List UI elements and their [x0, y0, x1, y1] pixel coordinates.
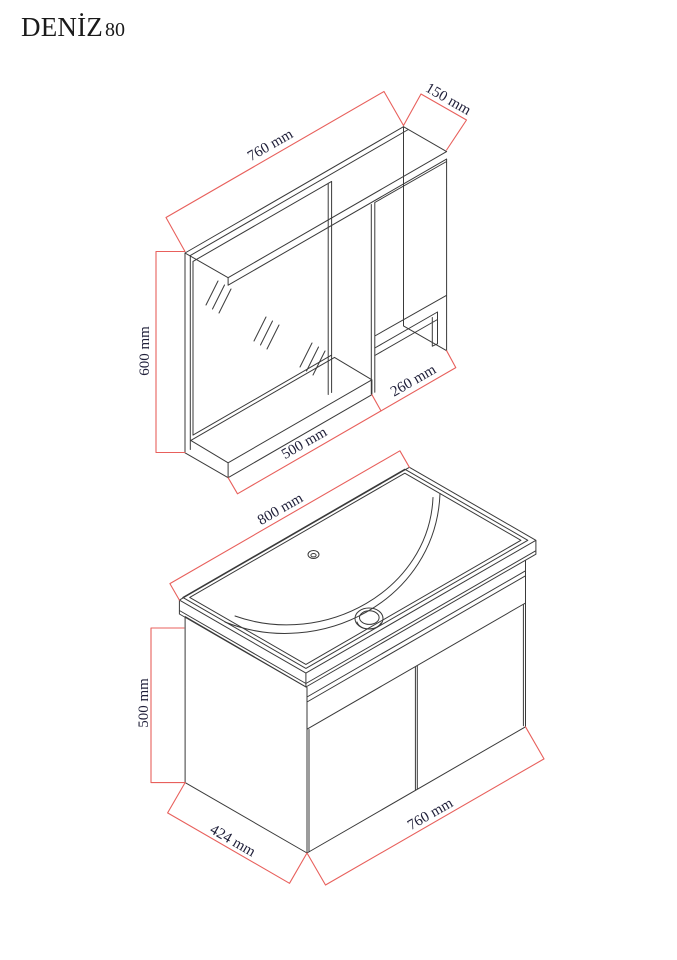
dimension-label-mirror-mirror-width: 500 mm [279, 424, 330, 463]
drain-icon [355, 608, 383, 629]
dimension-label-cabinet-width: 760 mm [405, 795, 456, 834]
product-brand-name: DENİZ [21, 12, 103, 42]
dim-line-cabinet-width [307, 727, 544, 885]
dimension-label-mirror-depth: 150 mm [422, 80, 474, 119]
dim-line-cabinet-depth [168, 783, 307, 884]
dimension-label-mirror-side-cabinet-width: 260 mm [388, 361, 439, 401]
dim-line-basin-width [170, 451, 410, 600]
washbasin-top [179, 467, 536, 687]
dimension-lines [151, 92, 544, 886]
dim-line-cabinet-height [151, 628, 185, 783]
dimension-label-mirror-width: 760 mm [245, 126, 296, 165]
mirror-panel [193, 181, 332, 435]
product-size-number: 80 [104, 19, 125, 41]
mirror-cabinet-door [371, 127, 446, 395]
dimension-label-cabinet-height: 500 mm [136, 678, 152, 728]
dimension-label-cabinet-depth: 424 mm [207, 821, 258, 861]
dim-line-mirror-width [166, 92, 404, 252]
dimension-label-mirror-height: 600 mm [137, 326, 153, 376]
washbasin-cabinet-drawing [179, 467, 536, 853]
faucet-hole-icon [308, 551, 319, 559]
dimension-label-basin-width: 800 mm [255, 490, 306, 529]
dim-line-mirror-height [156, 252, 185, 453]
washbasin-cabinet-body [185, 561, 525, 853]
mirror-glass-hatch-marks [206, 281, 325, 375]
mirror-cabinet-drawing [185, 127, 447, 478]
